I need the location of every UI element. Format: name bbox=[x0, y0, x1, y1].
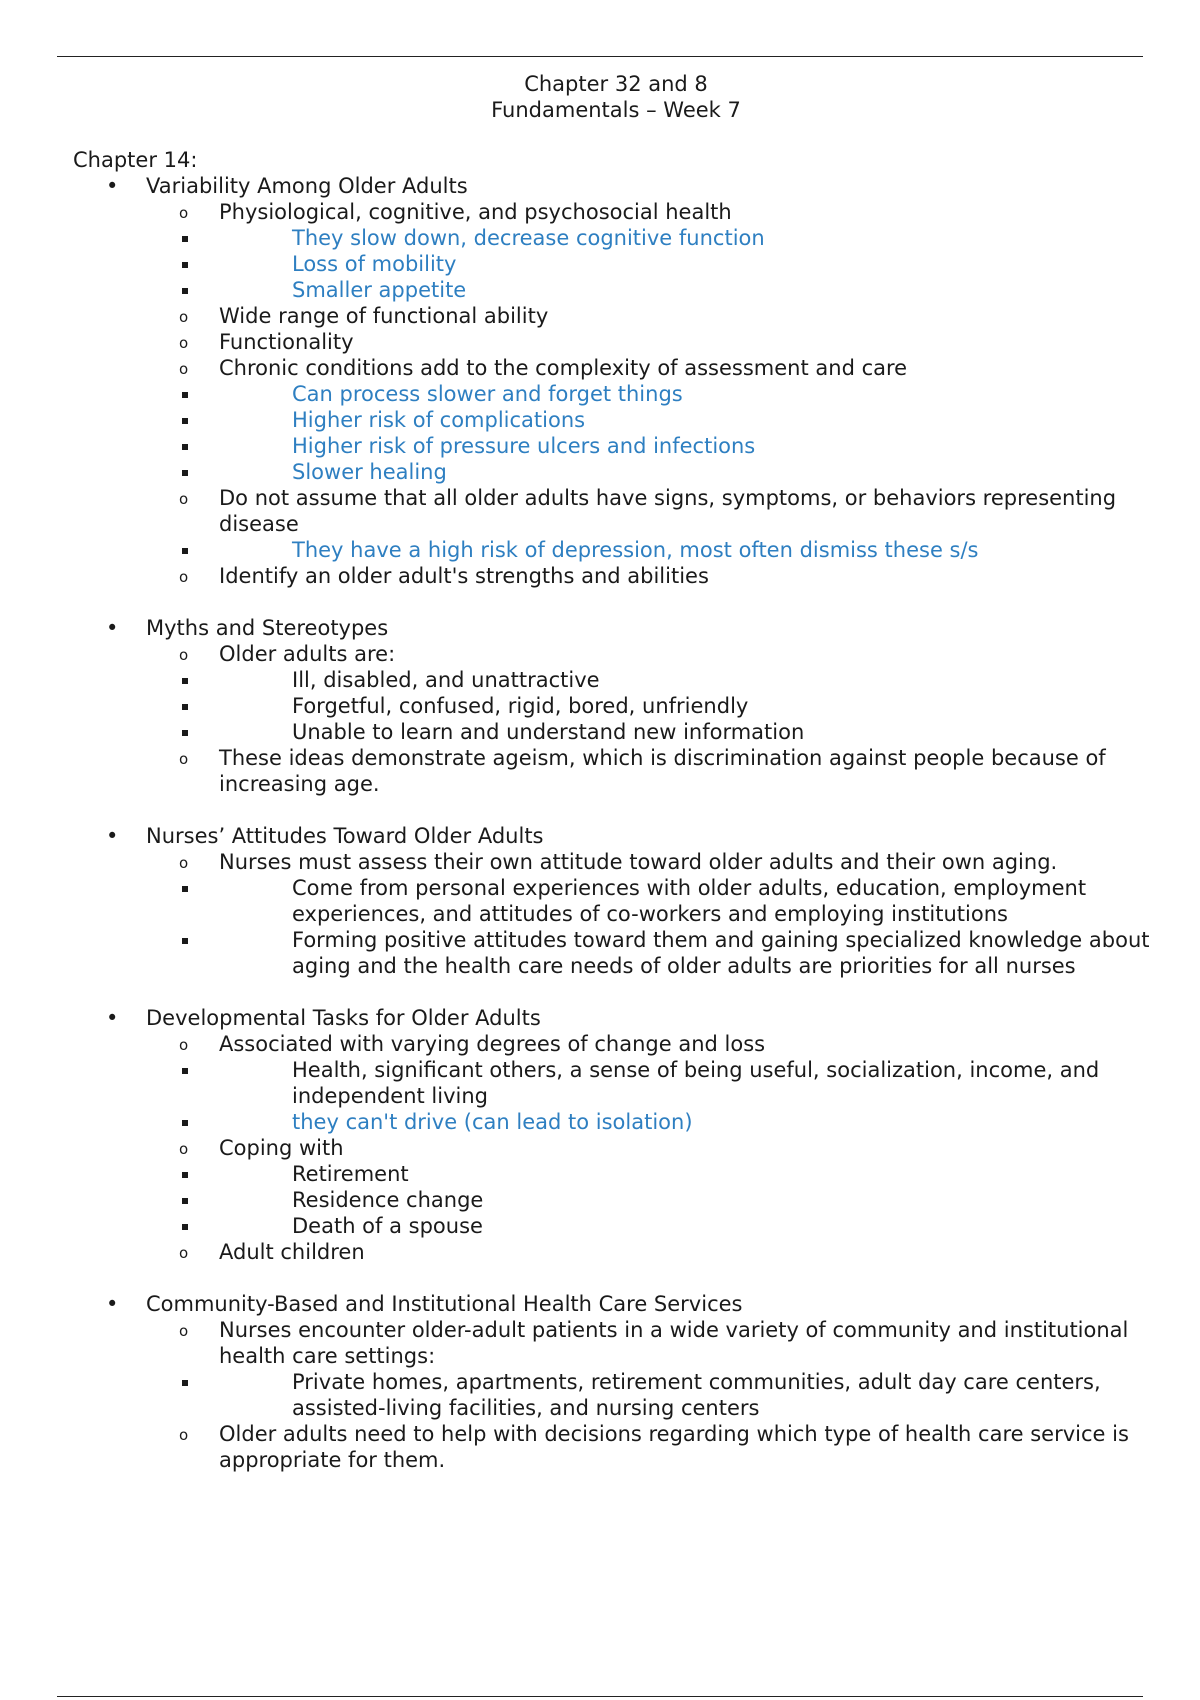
detail-list bbox=[219, 1161, 1163, 1239]
point-list bbox=[146, 1317, 1163, 1473]
point-item bbox=[146, 745, 1163, 797]
point-item bbox=[146, 355, 1163, 485]
point-row bbox=[219, 329, 1163, 355]
detail-item bbox=[219, 1057, 1163, 1109]
note-item bbox=[219, 1109, 1163, 1135]
detail-row bbox=[292, 407, 1163, 433]
detail-text: Retirement bbox=[292, 1162, 409, 1186]
detail-row bbox=[292, 433, 1163, 459]
detail-list bbox=[219, 667, 1163, 745]
detail-list bbox=[219, 1057, 1163, 1135]
detail-text: Residence change bbox=[292, 1188, 484, 1212]
section-item bbox=[73, 1291, 1163, 1473]
point-item bbox=[146, 1239, 1163, 1265]
detail-list bbox=[219, 225, 1163, 303]
point-text: o Older adults need to help with decisions regarding which type of health care service is appropriate for them. bbox=[219, 1422, 1129, 1472]
section-item bbox=[73, 173, 1163, 589]
document-header bbox=[0, 71, 1200, 123]
point-item bbox=[146, 641, 1163, 745]
point-text: o Nurses encounter older-adult patients in a wide variety of community and institutional health care settings: bbox=[219, 1318, 1129, 1368]
point-text: o Physiological, cognitive, and psychosocial health bbox=[219, 200, 732, 224]
point-row bbox=[219, 745, 1163, 797]
detail-row bbox=[292, 1057, 1163, 1109]
detail-row bbox=[292, 927, 1163, 979]
detail-item bbox=[219, 927, 1163, 979]
detail-list bbox=[219, 1369, 1163, 1421]
header-title: Chapter 32 and 8 bbox=[524, 72, 708, 96]
point-text: o Chronic conditions add to the complexity of assessment and care bbox=[219, 356, 908, 380]
detail-text: Ill, disabled, and unattractive bbox=[292, 668, 600, 692]
note-text: Higher risk of pressure ulcers and infections bbox=[292, 434, 756, 458]
point-item bbox=[146, 1135, 1163, 1239]
point-text: o Adult children bbox=[219, 1240, 365, 1264]
note-text: Slower healing bbox=[292, 460, 447, 484]
point-row bbox=[219, 1317, 1163, 1369]
detail-row bbox=[292, 1213, 1163, 1239]
point-row bbox=[219, 1421, 1163, 1473]
point-row bbox=[219, 1031, 1163, 1057]
note-item bbox=[219, 407, 1163, 433]
point-text: o Wide range of functional ability bbox=[219, 304, 549, 328]
point-text: o Older adults are: bbox=[219, 642, 396, 666]
detail-item bbox=[219, 1369, 1163, 1421]
note-text: Loss of mobility bbox=[292, 252, 457, 276]
point-row bbox=[219, 355, 1163, 381]
point-list bbox=[146, 199, 1163, 589]
detail-row bbox=[292, 251, 1163, 277]
note-text: Higher risk of complications bbox=[292, 408, 586, 432]
point-item bbox=[146, 303, 1163, 329]
detail-item bbox=[219, 667, 1163, 693]
note-text: Can process slower and forget things bbox=[292, 382, 683, 406]
detail-list bbox=[219, 381, 1163, 485]
detail-row bbox=[292, 1109, 1163, 1135]
point-row bbox=[219, 849, 1163, 875]
note-text: They slow down, decrease cognitive function bbox=[292, 226, 765, 250]
section-title-text: • Myths and Stereotypes bbox=[146, 616, 389, 640]
detail-list bbox=[219, 537, 1163, 563]
detail-row bbox=[292, 1161, 1163, 1187]
section-title-text: • Variability Among Older Adults bbox=[146, 174, 468, 198]
detail-row bbox=[292, 667, 1163, 693]
point-list bbox=[146, 849, 1163, 979]
detail-text: Unable to learn and understand new information bbox=[292, 720, 805, 744]
detail-text: Forgetful, confused, rigid, bored, unfriendly bbox=[292, 694, 749, 718]
detail-row bbox=[292, 719, 1163, 745]
note-item bbox=[219, 381, 1163, 407]
section-title-text: • Community-Based and Institutional Health Care Services bbox=[146, 1292, 743, 1316]
point-text: o Associated with varying degrees of change and loss bbox=[219, 1032, 766, 1056]
detail-item bbox=[219, 693, 1163, 719]
point-text: o Coping with bbox=[219, 1136, 344, 1160]
detail-item bbox=[219, 1161, 1163, 1187]
detail-list bbox=[219, 875, 1163, 979]
point-item bbox=[146, 329, 1163, 355]
note-item bbox=[219, 459, 1163, 485]
detail-text: Private homes, apartments, retirement communities, adult day care centers, assisted-living facilities, and nursing centers bbox=[292, 1370, 1101, 1420]
point-text: o Identify an older adult's strengths and abilities bbox=[219, 564, 709, 588]
point-item bbox=[146, 849, 1163, 979]
point-text: o These ideas demonstrate ageism, which is discrimination against people because of increasing age. bbox=[219, 746, 1106, 796]
section-title bbox=[146, 823, 1163, 849]
detail-text: Come from personal experiences with older adults, education, employment experiences, and attitudes of co-workers and employing institutions bbox=[292, 876, 1087, 926]
point-text: o Nurses must assess their own attitude toward older adults and their own aging. bbox=[219, 850, 1058, 874]
section-title bbox=[146, 173, 1163, 199]
point-item bbox=[146, 1317, 1163, 1421]
detail-row bbox=[292, 225, 1163, 251]
note-text: they can't drive (can lead to isolation) bbox=[292, 1110, 693, 1134]
document-body bbox=[73, 147, 1163, 1473]
outline bbox=[73, 173, 1163, 1473]
point-row bbox=[219, 199, 1163, 225]
note-item bbox=[219, 537, 1163, 563]
detail-text: Health, significant others, a sense of being useful, socialization, income, and independent living bbox=[292, 1058, 1100, 1108]
section-item bbox=[73, 823, 1163, 979]
point-item bbox=[146, 485, 1163, 563]
note-item bbox=[219, 251, 1163, 277]
note-item bbox=[219, 225, 1163, 251]
detail-text: Death of a spouse bbox=[292, 1214, 483, 1238]
section-title bbox=[146, 1291, 1163, 1317]
detail-item bbox=[219, 719, 1163, 745]
section-title-text: • Developmental Tasks for Older Adults bbox=[146, 1006, 541, 1030]
point-row bbox=[219, 1135, 1163, 1161]
point-row bbox=[219, 303, 1163, 329]
section-item bbox=[73, 615, 1163, 797]
top-rule bbox=[57, 56, 1143, 57]
section-title bbox=[146, 1005, 1163, 1031]
detail-text: Forming positive attitudes toward them and gaining specialized knowledge about aging and the health care needs of older adults are priorities for all nurses bbox=[292, 928, 1150, 978]
point-row bbox=[219, 563, 1163, 589]
detail-row bbox=[292, 537, 1163, 563]
detail-row bbox=[292, 875, 1163, 927]
note-text: Smaller appetite bbox=[292, 278, 467, 302]
note-item bbox=[219, 433, 1163, 459]
note-text: They have a high risk of depression, most often dismiss these s/s bbox=[292, 538, 979, 562]
point-row bbox=[219, 1239, 1163, 1265]
point-text: o Do not assume that all older adults have signs, symptoms, or behaviors representing disease bbox=[219, 486, 1117, 536]
detail-row bbox=[292, 1369, 1163, 1421]
point-item bbox=[146, 199, 1163, 303]
point-row bbox=[219, 485, 1163, 537]
detail-row bbox=[292, 277, 1163, 303]
point-item bbox=[146, 1421, 1163, 1473]
detail-row bbox=[292, 1187, 1163, 1213]
point-item bbox=[146, 563, 1163, 589]
chapter-label: Chapter 14: bbox=[73, 148, 198, 172]
detail-item bbox=[219, 875, 1163, 927]
point-list bbox=[146, 1031, 1163, 1265]
point-text: o Functionality bbox=[219, 330, 354, 354]
point-list bbox=[146, 641, 1163, 797]
detail-item bbox=[219, 1213, 1163, 1239]
section-title-text: • Nurses’ Attitudes Toward Older Adults bbox=[146, 824, 544, 848]
note-item bbox=[219, 277, 1163, 303]
section-title bbox=[146, 615, 1163, 641]
detail-item bbox=[219, 1187, 1163, 1213]
header-subtitle: Fundamentals – Week 7 bbox=[491, 98, 741, 122]
detail-row bbox=[292, 693, 1163, 719]
detail-row bbox=[292, 459, 1163, 485]
point-item bbox=[146, 1031, 1163, 1135]
section-item bbox=[73, 1005, 1163, 1265]
detail-row bbox=[292, 381, 1163, 407]
bottom-rule bbox=[57, 1696, 1143, 1697]
point-row bbox=[219, 641, 1163, 667]
